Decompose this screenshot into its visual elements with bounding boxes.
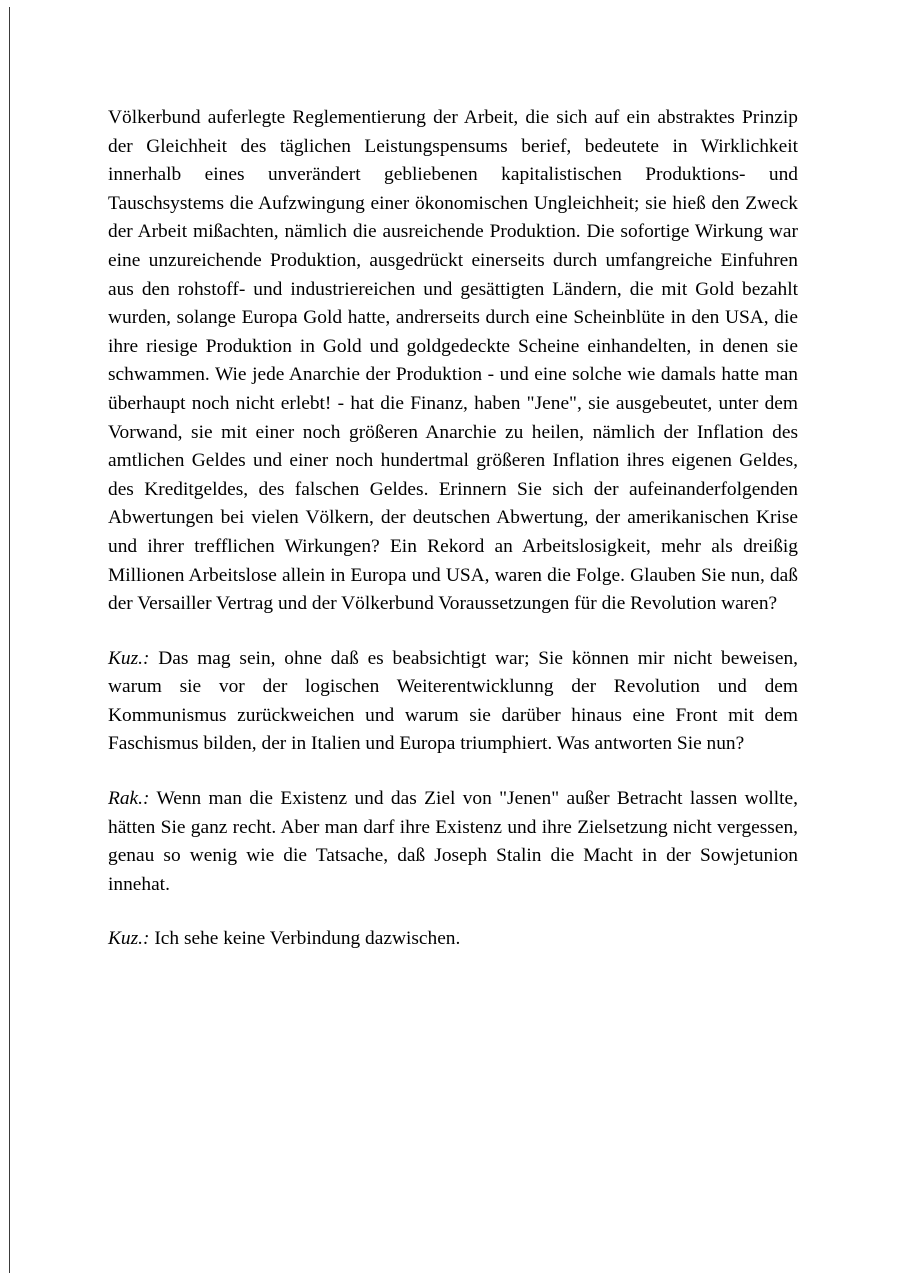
paragraph [108, 104, 798, 619]
speaker-label: Rak.: [108, 788, 150, 810]
paragraph-text: Völkerbund auferlegte Reglementierung der Arbeit, die sich auf ein abstraktes Prinzip der Gleichheit des täglichen Leistungspensums berief, bedeutete in Wirklichkeit innerhalb eines unverändert gebliebenen kapitalistischen Produktions- und Tauschsystems die Aufzwingung einer ökonomischen Ungleichheit; sie hieß den Zweck der Arbeit mißachten, nämlich die ausreichende Produktion. Die sofortige Wirkung war eine unzureichende Produktion, ausgedrückt einerseits durch umfangreiche Einfuhren aus den rohstoff- und industriereichen und gesättigten Ländern, die mit Gold bezahlt wurden, solange Europa Gold hatte, andrerseits durch eine Scheinblüte in den USA, die ihre riesige Produktion in Gold und goldgedeckte Scheine einhandelten, in denen sie schwammen. Wie jede Anarchie der Produktion - und eine solche wie damals hatte man überhaupt noch nicht erlebt! - hat die Finanz, haben "Jene", sie ausgebeutet, unter dem Vorwand, sie mit einer noch größeren Anarchie zu heilen, nämlich der Inflation des amtlichen Geldes und einer noch hundertmal größeren Inflation ihres eigenen Geldes, des Kreditgeldes, des falschen Geldes. Erinnern Sie sich der aufeinanderfolgenden Abwertungen bei vielen Völkern, der deutschen Abwertung, der amerikanischen Krise und ihrer trefflichen Wirkungen? Ein Rekord an Arbeitslosigkeit, mehr als dreißig Millionen Arbeitslose allein in Europa und USA, waren die Folge. Glauben Sie nun, daß der Versailler Vertrag und der Völkerbund Voraussetzungen für die Revolution waren? [108, 107, 798, 615]
paragraph-text: Das mag sein, ohne daß es beabsichtigt war; Sie können mir nicht beweisen, warum sie vor der logischen Weiterentwicklunng der Revolution und dem Kommunismus zurückweichen und warum sie darüber hinaus eine Front mit dem Faschismus bilden, der in Italien und Europa triumphiert. Was antworten Sie nun? [108, 647, 798, 755]
document-body [108, 104, 798, 954]
paragraph [108, 925, 798, 954]
paragraph [108, 785, 798, 899]
speaker-label: Kuz.: [108, 647, 150, 669]
speaker-label: Kuz.: [108, 928, 150, 950]
paragraph-text: Wenn man die Existenz und das Ziel von "Jenen" außer Betracht lassen wollte, hätten Sie ganz recht. Aber man darf ihre Existenz und ihre Zielsetzung nicht vergessen, genau so wenig wie die Tatsache, daß Joseph Stalin die Macht in der Sowjetunion innehat. [108, 788, 798, 895]
paragraph [108, 645, 798, 759]
paragraph-text: Ich sehe keine Verbindung dazwischen. [149, 928, 461, 950]
